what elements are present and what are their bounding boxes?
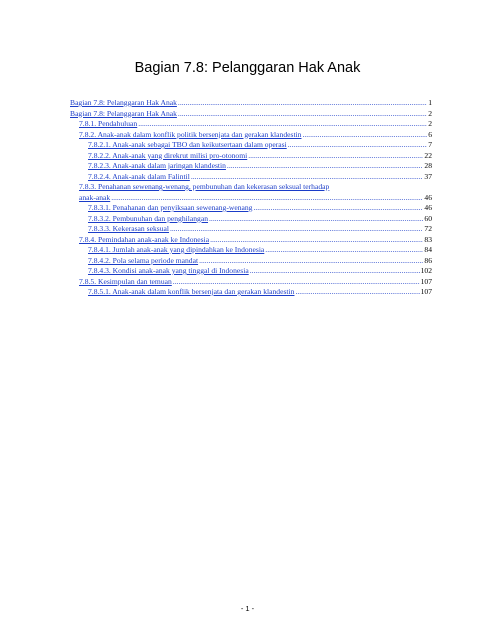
- toc-page-number: 102: [420, 266, 432, 275]
- toc-link[interactable]: 7.8.4.3. Kondisi anak-anak yang tinggal di Indonesia: [88, 266, 249, 275]
- toc-link[interactable]: 7.8.3.2. Pembunuhan dan penghilangan: [88, 213, 209, 223]
- toc-leader: [227, 161, 423, 172]
- toc-link[interactable]: 7.8.5.1. Anak-anak dalam konflik bersenjata dan gerakan klandestin: [88, 287, 295, 296]
- toc-entry[interactable]: [88, 256, 432, 267]
- page-title: Bagian 7.8: Pelanggaran Hak Anak: [134, 60, 361, 76]
- toc-entry[interactable]: [88, 224, 432, 235]
- toc-link[interactable]: 7.8.3. Penahanan sewenang-wenang, pembunuhan dan kekerasan seksual terhadap: [79, 182, 330, 191]
- toc-page-number: 7: [428, 140, 432, 149]
- toc-leader: [111, 193, 423, 204]
- toc-leader: [253, 203, 423, 214]
- toc-leader: [170, 224, 423, 235]
- toc-link[interactable]: 7.8.3.1. Penahanan dan penyiksaan sewenang-wenang: [88, 203, 253, 212]
- toc-link[interactable]: Bagian 7.8: Pelanggaran Hak Anak: [70, 108, 177, 118]
- toc-leader: [191, 172, 424, 183]
- toc-link-continued[interactable]: anak-anak: [79, 192, 111, 202]
- toc-page-number: 72: [424, 224, 432, 233]
- toc-entry[interactable]: [88, 245, 432, 256]
- toc-leader: [178, 98, 427, 109]
- toc-page-number: 86: [424, 255, 432, 265]
- table-of-contents: [70, 98, 432, 298]
- toc-page-number: 1: [428, 98, 432, 107]
- toc-entry[interactable]: [79, 235, 432, 246]
- toc-entry[interactable]: [79, 277, 432, 288]
- toc-entry[interactable]: [88, 151, 432, 162]
- toc-leader: [250, 266, 420, 277]
- toc-leader: [173, 277, 420, 288]
- toc-link[interactable]: 7.8.2.4. Anak-anak dalam Falintil: [88, 171, 190, 181]
- toc-page-number: 107: [420, 287, 432, 296]
- toc-leader: [302, 130, 427, 141]
- toc-leader: [138, 119, 427, 130]
- toc-link[interactable]: 7.8.2.1. Anak-anak sebagai TBO dan keikutsertaan dalam operasi: [88, 140, 287, 149]
- toc-page-number: 2: [428, 119, 432, 128]
- toc-leader: [295, 287, 419, 298]
- toc-entry[interactable]: [79, 182, 432, 203]
- page-number-footer: - 1 -: [240, 604, 255, 613]
- toc-link[interactable]: 7.8.4.2. Pola selama periode mandat: [88, 255, 199, 265]
- toc-link[interactable]: 7.8.3.3. Kekerasan seksual: [88, 224, 169, 233]
- toc-leader: [288, 140, 427, 151]
- toc-page-number: 107: [420, 276, 432, 286]
- toc-entry[interactable]: [88, 266, 432, 277]
- toc-leader: [209, 214, 423, 225]
- toc-entry[interactable]: [88, 287, 432, 298]
- toc-entry[interactable]: [79, 119, 432, 130]
- toc-leader: [210, 235, 423, 246]
- toc-page-number: 2: [428, 108, 432, 118]
- toc-entry[interactable]: [88, 172, 432, 183]
- toc-link[interactable]: 7.8.2. Anak-anak dalam konflik politik bersenjata dan gerakan klandestin: [79, 129, 302, 139]
- toc-page-number: 83: [424, 234, 432, 244]
- toc-page-number: 22: [424, 150, 432, 160]
- toc-page-number: 46: [424, 192, 432, 202]
- toc-page-number: 37: [424, 171, 432, 181]
- toc-page-number: 60: [424, 213, 432, 223]
- toc-leader: [178, 109, 427, 120]
- toc-entry[interactable]: [88, 161, 432, 172]
- toc-link[interactable]: 7.8.2.3. Anak-anak dalam jaringan klandestin: [88, 161, 226, 170]
- toc-page-number: 28: [424, 161, 432, 170]
- toc-link[interactable]: 7.8.5. Kesimpulan dan temuan: [79, 276, 172, 286]
- toc-leader: [199, 256, 423, 267]
- toc-page-number: 84: [424, 245, 432, 254]
- toc-link[interactable]: 7.8.1. Pendahuluan: [79, 119, 138, 128]
- toc-link[interactable]: Bagian 7.8: Pelanggaran Hak Anak: [70, 98, 177, 107]
- toc-entry[interactable]: [70, 109, 432, 120]
- toc-entry[interactable]: [88, 214, 432, 225]
- toc-link[interactable]: 7.8.4. Pemindahan anak-anak ke Indonesia: [79, 234, 210, 244]
- toc-page-number: 6: [428, 129, 432, 139]
- toc-entry[interactable]: [70, 98, 432, 109]
- toc-page-number: 46: [424, 203, 432, 212]
- toc-entry[interactable]: [88, 203, 432, 214]
- toc-entry[interactable]: [79, 130, 432, 141]
- toc-leader: [248, 151, 423, 162]
- toc-link[interactable]: 7.8.4.1. Jumlah anak-anak yang dipindahkan ke Indonesia: [88, 245, 265, 254]
- toc-leader: [265, 245, 423, 256]
- toc-entry[interactable]: [88, 140, 432, 151]
- toc-link[interactable]: 7.8.2.2. Anak-anak yang direkrut milisi pro-otonomi: [88, 150, 248, 160]
